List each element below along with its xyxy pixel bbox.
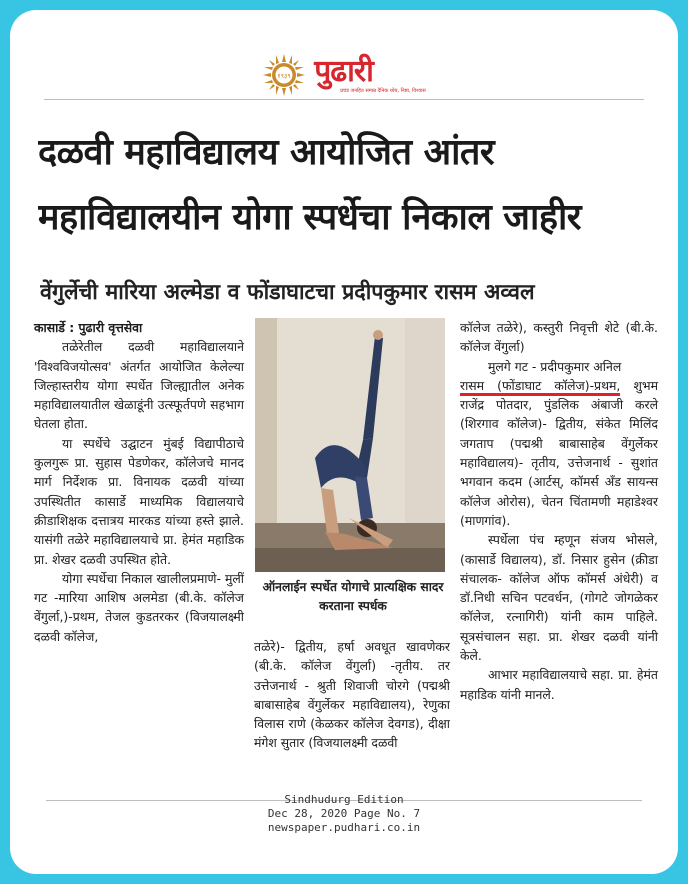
newspaper-clipping: [10, 10, 678, 874]
emblem-year: १९३९: [277, 72, 291, 80]
yoga-photo: [255, 318, 445, 572]
paragraph: आभार महाविद्यालयाचे सहा. प्रा. हेमंत महाडिक यांनी मानले.: [460, 667, 658, 702]
paragraph: तळेरे)- द्वितीय, हर्षा अवधूत खावणेकर (बी.के. कॉलेज वेंगुर्ला) -तृतीय. तर उत्तेजनार्थ - श्रुती शिवाजी चोरगे (पद्मश्री बाबासाहेब वेंगुर्लेकर महाविद्यालय), रेणुका विलास राणे (केळकर कॉलेज देवगड), दीक्षा मंगेश सुतार (विजयालक्ष्मी दळवी: [254, 639, 450, 751]
edition-footer: [0, 793, 688, 835]
paragraph: या स्पर्धेचे उद्घाटन मुंबई विद्यापीठाचे कुलगुरू प्रा. सुहास पेडणेकर, कॉलेजचे मानद मार्ग निर्देशक प्रा. विनायक दळवी यांच्या उपस्थितीत कासार्डे माध्यमिक विद्यालयाचे क्रीडाशिक्षक दत्तात्रय मारकड यांच्या हस्ते झाले. यासंगी तळेरे महाविद्यालयाचे प्रा. हेमंत महाडिक प्रा. शेखर दळवी उपस्थित होते.: [34, 435, 244, 567]
paragraph-line: मुलगे गट - प्रदीपकुमार अनिल: [488, 358, 622, 374]
article-column-1: [34, 318, 244, 646]
headline-line-1: दळवी महाविद्यालय आयोजित आंतर: [38, 132, 495, 173]
edition-url: newspaper.pudhari.co.in: [267, 821, 421, 834]
photo-caption: ऑनलाईन स्पर्धेत योगाचे प्रात्यक्षिक सादर करताना स्पर्धक: [262, 580, 444, 613]
brand-tagline: प्रचंड जनहित सम्पन्न दैनिक ध्येय, निष्ठा, विश्वास: [340, 88, 426, 94]
byline: कासार्डे : पुढारी वृत्तसेवा: [34, 320, 143, 335]
paragraph: योगा स्पर्धेचा निकाल खालीलप्रमाणे- मुलीं गट -मारिया आशिष अलमेडा (बी.के. कॉलेज वेंगुर्ला,)-प्रथम, तेजल कुडतरकर (विजयालक्ष्मी दळवी कॉलेज,: [34, 570, 244, 644]
article-column-2: [254, 637, 450, 753]
edition-date-page: Dec 28, 2020 Page No. 7: [267, 807, 421, 820]
divider: [44, 99, 644, 100]
headline-line-2: महाविद्यालयीन योगा स्पर्धेचा निकाल जाहीर: [38, 197, 581, 238]
paragraph: स्पर्धेला पंच म्हणून संजय भोसले, (कासार्डे विद्यालय), डॉ. निसार हुसेन (क्रीडा संचालक- कॉलेज ऑफ कॉमर्स अंधेरी) व डॉ.निधी सचिन पटवर्धन, (गोगटे जोगळेकर कॉलेज, रत्नागिरी) यांनी काम पाहिले. सूत्रसंचालन सहा. प्रा. शेखर दळवी यांनी केले.: [460, 532, 658, 664]
paragraph: तळेरेतील दळवी महाविद्यालयाने 'विश्वविजयोत्सव' अंतर्गत आयोजित केलेल्या जिल्हास्तरीय योगा स्पर्धेत जिल्ह्यातील अनेक महाविद्यालयातील खेळाडूंनी उत्स्फूर्तपणे सहभाग घेतला होता.: [34, 339, 244, 432]
brand: [314, 56, 426, 94]
subheadline: वेंगुर्लेची मारिया अल्मेडा व फोंडाघाटचा प्रदीपकुमार रासम अव्वल: [40, 280, 535, 305]
edition-name: Sindhudurg Edition: [284, 793, 404, 806]
paragraph: शुभम राजेंद्र पोतदार, पुंडलिक अंबाजी करले (शिरगाव कॉलेज)- द्वितीय, संकेत मिलिंद जगताप (पद्मश्री बाबासाहेब वेंगुर्लेकर महाविद्यालय)- तृतीय, उत्तेजनार्थ - सुशांत भगवान कदम (आर्टस्, कॉमर्स अँड सायन्स कॉलेज ओरोस), चेतन चिंतामणी महाडेश्वर (माणगांव).: [460, 377, 658, 528]
article-column-3: [460, 318, 658, 704]
paragraph: कॉलेज तळेरे), कस्तुरी निवृत्ती शेटे (बी.के. कॉलेज वेंगुर्ला): [460, 320, 658, 355]
brand-name: पुढारी: [314, 54, 373, 89]
highlighted-winner: रासम (फोंडाघाट कॉलेज)-प्रथम,: [460, 378, 620, 396]
sun-emblem-icon: [262, 53, 306, 97]
masthead: [10, 48, 678, 102]
